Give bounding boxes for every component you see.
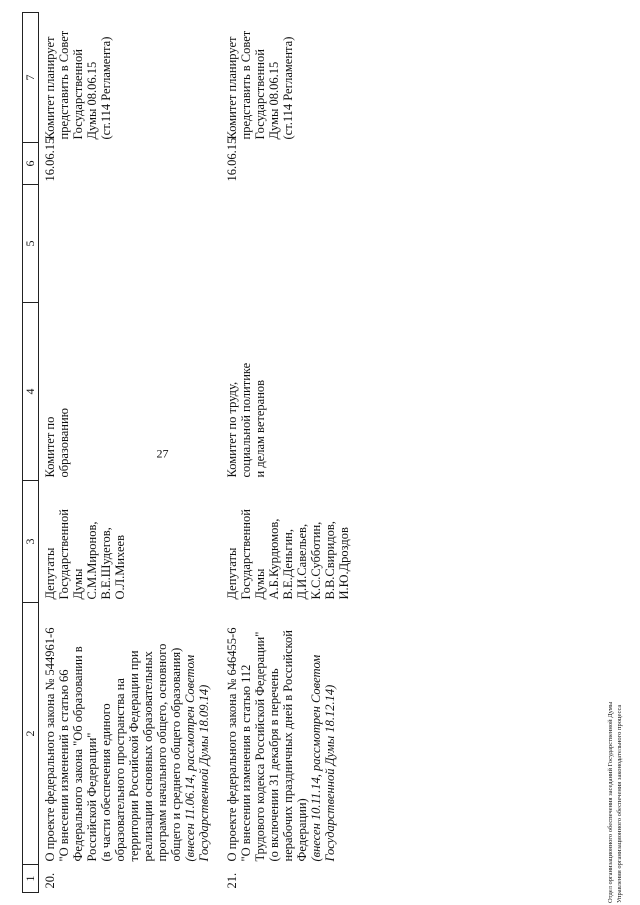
- date-cell: 16.06.15: [225, 137, 239, 182]
- column-number: 6: [23, 143, 39, 185]
- date-cell: 16.06.15: [43, 137, 57, 182]
- column-number: 5: [23, 185, 39, 303]
- committee-cell: Комитет по образованию: [43, 407, 71, 478]
- column-number: 4: [23, 303, 39, 481]
- row-number: 20.: [43, 872, 57, 889]
- page-number: 27: [156, 446, 169, 461]
- column-number: 2: [23, 603, 39, 865]
- table-row: [221, 13, 361, 893]
- column-number: 3: [23, 481, 39, 603]
- bill-note: (внесен 10.11.14, рассмотрен Советом Государственной Думы 18.12.14): [309, 654, 337, 862]
- status-cell: Комитет планирует представить в Совет Государственной Думы 08.06.15 (ст.114 Регламента): [43, 30, 113, 140]
- row-number: 21.: [225, 872, 239, 889]
- footer-department: Отдел организационного обеспечения заседаний Государственной Думы: [607, 701, 614, 903]
- bill-description: "О внесении изменений в статью 66 Федерального закона "Об образовании в Российской Федерации" (в части обеспечения единого образовательного пространства на территории Российской Федерации при реализации основных образовательных программ начального общего, основного общего и среднего общего образования): [57, 643, 183, 862]
- column-number: 7: [23, 13, 39, 143]
- column-number-row: [23, 13, 39, 893]
- column5-cell: [221, 185, 361, 303]
- initiators-cell: Депутаты Государственной Думы С.М.Миронов, В.Е.Шудегов, О.Л.Михеев: [43, 509, 127, 600]
- bill-description: "О внесении изменения в статью 112 Трудового кодекса Российской Федерации" (о включении 31 декабря в перечень нерабочих праздничных дней в Российской Федерации): [239, 630, 309, 862]
- column-number: 1: [23, 865, 39, 893]
- footer-directorate: Управления организационного обеспечения законодательного процесса: [616, 704, 623, 903]
- initiators-cell: Депутаты Государственной Думы А.Б.Курдюмов, В.Е.Деньгин, Д.И.Савельев, К.С.Субботин, В.В.Свиридов, И.Ю.Дроздов: [225, 509, 351, 600]
- table-row: [39, 13, 222, 893]
- bill-number-line: О проекте федерального закона № 646455-6: [225, 627, 239, 862]
- bill-cell: [221, 603, 361, 865]
- status-cell: Комитет планирует представить в Совет Государственной Думы 08.06.15 (ст.114 Регламента): [225, 30, 295, 140]
- column5-cell: [39, 185, 222, 303]
- bill-cell: [39, 603, 222, 865]
- bills-table: [22, 12, 361, 893]
- bill-note: (внесен 11.06.14, рассмотрен Советом Государственной Думы 18.09.14): [183, 654, 211, 862]
- committee-cell: Комитет по труду, социальной политике и делам ветеранов: [225, 362, 267, 478]
- bill-number-line: О проекте федерального закона № 544961-6: [43, 627, 57, 862]
- page-footer: [606, 702, 624, 903]
